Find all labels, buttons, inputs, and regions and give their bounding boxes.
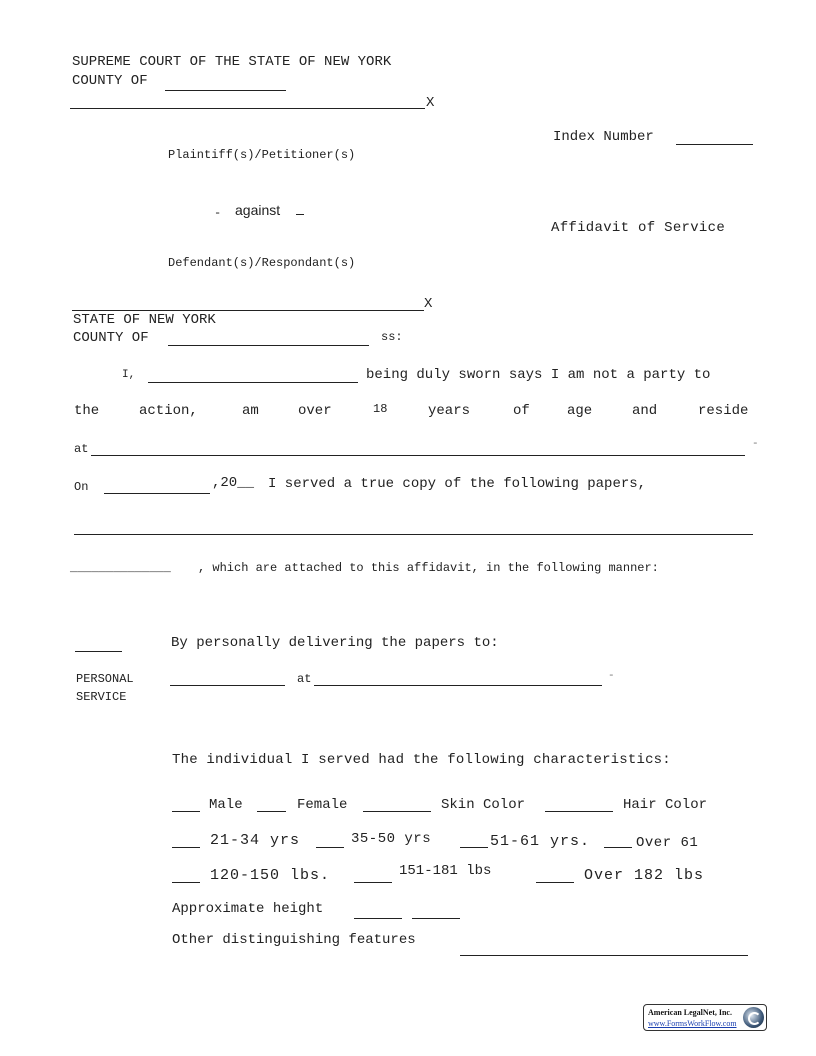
- defendant-label: Defendant(s)/Respondant(s): [168, 256, 356, 270]
- hair-color-label: Hair Color: [623, 797, 708, 813]
- against-label: against: [235, 202, 281, 218]
- attached-text: , which are attached to this affidavit, in the following manner:: [198, 561, 659, 575]
- index-number-label: Index Number: [553, 129, 654, 145]
- height-inches-field[interactable]: [412, 918, 460, 919]
- features-label: Other distinguishing features: [172, 932, 416, 948]
- age-51-61-label: 51-61 yrs.: [490, 833, 591, 850]
- address-end-mark: -: [752, 438, 759, 450]
- features-field[interactable]: [460, 955, 748, 956]
- venue-county-label: COUNTY OF: [73, 330, 149, 346]
- age-21-34-check[interactable]: [172, 847, 200, 848]
- county-field[interactable]: [165, 90, 286, 91]
- service-date-field[interactable]: [104, 493, 210, 494]
- male-check[interactable]: [172, 811, 200, 812]
- word-reside: reside: [698, 403, 749, 419]
- word-age: age: [567, 403, 593, 419]
- female-check[interactable]: [257, 811, 286, 812]
- characteristics-intro: The individual I served had the following characteristics:: [172, 752, 671, 768]
- served-text: I served a true copy of the following papers,: [268, 476, 647, 492]
- papers-field[interactable]: [74, 534, 753, 535]
- personal-service-label-line2: SERVICE: [76, 690, 127, 704]
- plaintiff-label: Plaintiff(s)/Petitioner(s): [168, 148, 356, 162]
- age-35-50-check[interactable]: [316, 847, 344, 848]
- personal-at-label: at: [297, 672, 312, 686]
- female-label: Female: [297, 797, 348, 813]
- age-over-61-check[interactable]: [604, 847, 632, 848]
- year-prefix: ,20__: [212, 475, 255, 491]
- hair-color-field[interactable]: [545, 811, 613, 812]
- personal-address-field[interactable]: [314, 685, 602, 686]
- age-over-61-label: Over 61: [636, 835, 699, 851]
- word-action: action,: [139, 403, 198, 419]
- weight-120-150-check[interactable]: [172, 882, 200, 883]
- weight-120-150-label: 120-150 lbs.: [210, 867, 331, 884]
- court-name: SUPREME COURT OF THE STATE OF NEW YORK: [72, 54, 392, 70]
- venue-state: STATE OF NEW YORK: [73, 312, 216, 328]
- age-21-34-label: 21-34 yrs: [210, 832, 301, 849]
- height-feet-field[interactable]: [354, 918, 402, 919]
- american-legalnet-logo[interactable]: [643, 1004, 767, 1031]
- address-at-label: at: [74, 442, 89, 456]
- age-51-61-check[interactable]: [460, 847, 488, 848]
- weight-151-181-check[interactable]: [354, 882, 392, 883]
- weight-over-182-check[interactable]: [536, 882, 574, 883]
- personal-end-mark: -: [608, 670, 615, 682]
- word-the: the: [74, 403, 100, 419]
- against-underscore: [296, 214, 304, 215]
- sworn-text: being duly sworn says I am not a party to: [366, 367, 711, 383]
- ss-label: ss:: [381, 330, 403, 344]
- personal-service-check[interactable]: [75, 651, 122, 652]
- word-years: years: [428, 403, 471, 419]
- caption-bottom-x: X: [424, 296, 433, 312]
- age-35-50-label: 35-50 yrs: [351, 831, 432, 847]
- word-over: over: [298, 403, 332, 419]
- delivering-text: By personally delivering the papers to:: [171, 635, 499, 651]
- caption-top-rule: [70, 108, 425, 109]
- caption-top-x: X: [426, 95, 435, 111]
- weight-over-182-label: Over 182 lbs: [584, 867, 705, 884]
- caption-bottom-rule: [72, 310, 424, 311]
- age-value: 18: [373, 402, 388, 416]
- papers-continued-blank[interactable]: ______________: [70, 561, 171, 575]
- logo-company-name: American LegalNet, Inc.: [648, 1008, 732, 1017]
- word-and: and: [632, 403, 658, 419]
- i-label: I,: [122, 369, 136, 381]
- weight-151-181-label: 151-181 lbs: [399, 863, 492, 879]
- word-am: am: [242, 403, 259, 419]
- on-label: On: [74, 480, 89, 494]
- height-label: Approximate height: [172, 901, 324, 917]
- skin-color-label: Skin Color: [441, 797, 526, 813]
- venue-county-field[interactable]: [168, 345, 369, 346]
- against-dash: -: [214, 206, 222, 220]
- skin-color-field[interactable]: [363, 811, 431, 812]
- word-of: of: [513, 403, 530, 419]
- affiant-name-field[interactable]: [148, 382, 358, 383]
- index-number-field[interactable]: [676, 144, 753, 145]
- address-field[interactable]: [91, 455, 745, 456]
- county-label: COUNTY OF: [72, 73, 148, 89]
- document-title: Affidavit of Service: [551, 220, 726, 236]
- logo-url-link[interactable]: www.FormsWorkFlow.com: [648, 1019, 737, 1028]
- globe-icon: [743, 1007, 764, 1028]
- personal-service-label: PERSONAL: [76, 672, 134, 686]
- male-label: Male: [209, 797, 243, 813]
- person-served-field[interactable]: [170, 685, 285, 686]
